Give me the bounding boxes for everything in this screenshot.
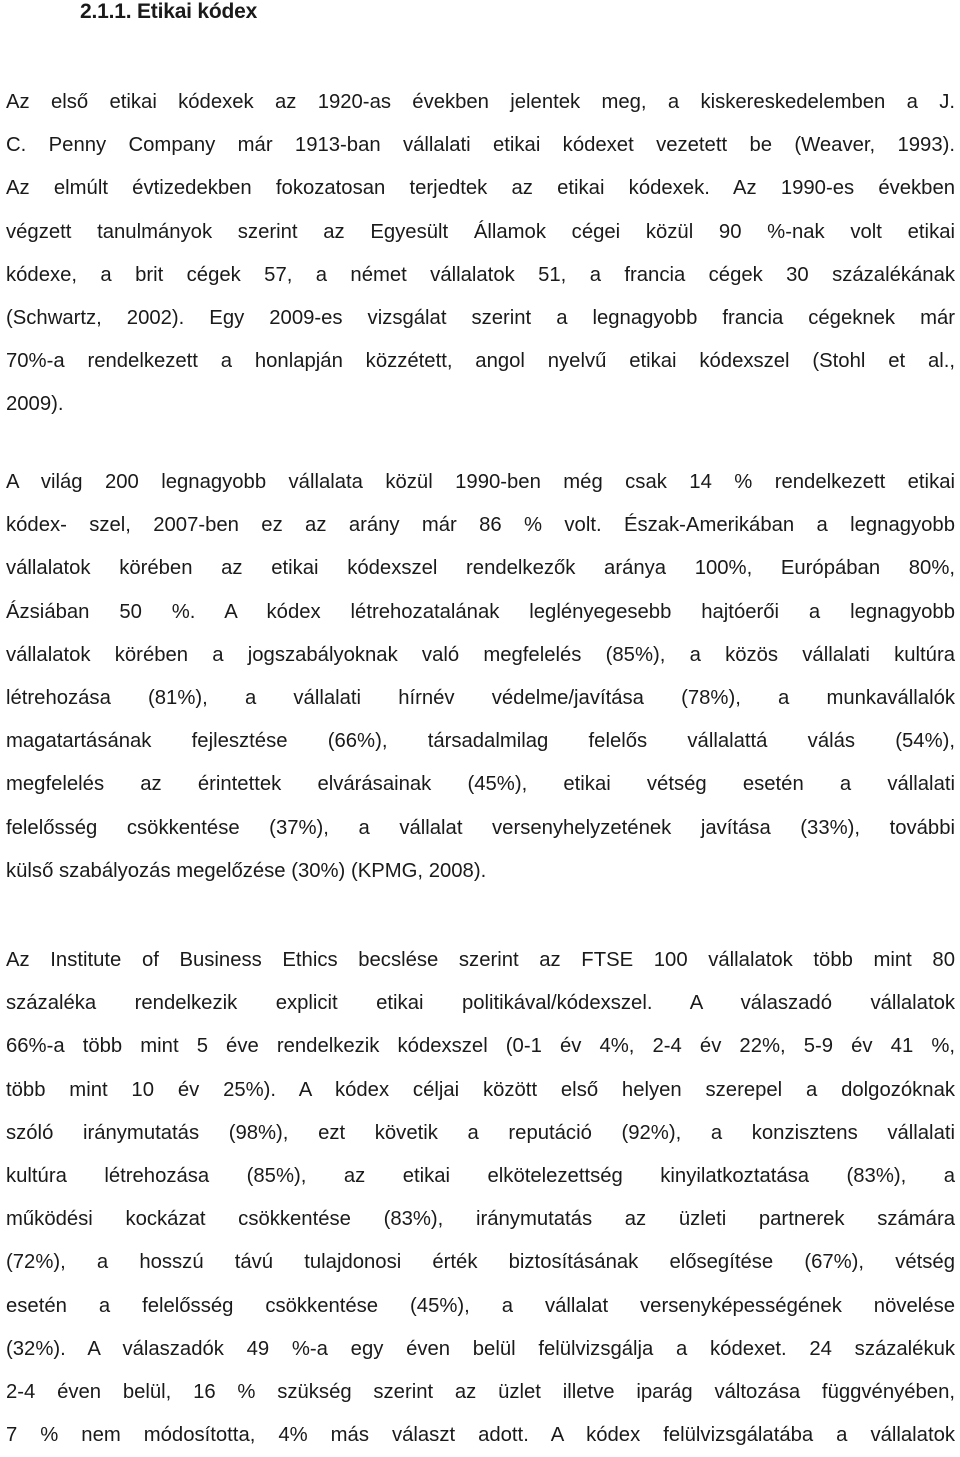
text-line: 7 % nem módosította, 4% más választ adott. A kódex felülvizsgálatába a vállalatok bbox=[6, 1424, 955, 1447]
text-line: Ázsiában 50 %. A kódex létrehozatalának leglényegesebb hajtóerői a legnagyobb bbox=[6, 600, 955, 623]
paragraph-world-largest-companies bbox=[6, 461, 955, 893]
text-line: (Schwartz, 2002). Egy 2009-es vizsgálat szerint a legnagyobb francia cégeknek már bbox=[6, 306, 955, 329]
text-line: Az elmúlt évtizedekben fokozatosan terjedtek az etikai kódexek. Az 1990-es években bbox=[6, 177, 955, 200]
text-line: kódexe, a brit cégek 57, a német vállalatok 51, a francia cégek 30 százalékának bbox=[6, 263, 955, 286]
text-line: 66%-a több mint 5 éve rendelkezik kódexszel (0-1 év 4%, 2-4 év 22%, 5-9 év 41 %, bbox=[6, 1035, 955, 1058]
text-line: Az első etikai kódexek az 1920-as években jelentek meg, a kiskereskedelemben a J. bbox=[6, 91, 955, 113]
text-line: 70%-a rendelkezett a honlapján közzétett, angol nyelvű etikai kódexszel (Stohl et al., bbox=[6, 350, 955, 373]
text-line: vállalatok körében a jogszabályoknak való megfelelés (85%), a közös vállalati kultúra bbox=[6, 643, 955, 666]
text-line: 2-4 éven belül, 16 % szükség szerint az üzlet illetve iparág változása függvényében, bbox=[6, 1380, 955, 1403]
paragraph-business-ethics-institute bbox=[6, 939, 955, 1457]
text-line: kultúra létrehozása (85%), az etikai elkötelezettség kinyilatkoztatása (83%), a bbox=[6, 1164, 955, 1187]
text-line: (32%). A válaszadók 49 %-a egy éven belül felülvizsgálja a kódexet. 24 százalékuk bbox=[6, 1337, 955, 1360]
text-line: létrehozása (81%), a vállalati hírnév védelme/javítása (78%), a munkavállalók bbox=[6, 686, 955, 709]
text-line: Az Institute of Business Ethics becslése szerint az FTSE 100 vállalatok több mint 80 bbox=[6, 949, 955, 971]
section-heading: 2.1.1. Etikai kódex bbox=[80, 0, 258, 23]
text-line: felelősség csökkentése (37%), a vállalat versenyhelyzetének javítása (33%), további bbox=[6, 816, 955, 839]
text-line: több mint 10 év 25%). A kódex céljai között első helyen szerepel a dolgozóknak bbox=[6, 1078, 955, 1101]
text-line: megfelelés az érintettek elvárásainak (45%), etikai vétség esetén a vállalati bbox=[6, 773, 955, 796]
text-line: százaléka rendelkezik explicit etikai politikával/kódexszel. A válaszadó vállalatok bbox=[6, 992, 955, 1015]
text-line: végzett tanulmányok szerint az Egyesült Államok cégei közül 90 %-nak volt etikai bbox=[6, 220, 955, 243]
text-line: 2009). bbox=[6, 393, 64, 416]
text-line: szóló iránymutatás (98%), ezt követik a reputáció (92%), a konzisztens vállalati bbox=[6, 1121, 955, 1144]
text-line: működési kockázat csökkentése (83%), iránymutatás az üzleti partnerek számára bbox=[6, 1208, 955, 1231]
paragraph-early-codes bbox=[6, 81, 955, 427]
text-line: (72%), a hosszú távú tulajdonosi érték biztosításának elősegítése (67%), vétség bbox=[6, 1251, 955, 1274]
text-line: A világ 200 legnagyobb vállalata közül 1990-ben még csak 14 % rendelkezett etikai bbox=[6, 471, 955, 493]
text-line: kódex- szel, 2007-ben ez az arány már 86 % volt. Észak-Amerikában a legnagyobb bbox=[6, 514, 955, 537]
text-line: vállalatok körében az etikai kódexszel rendelkezők aránya 100%, Európában 80%, bbox=[6, 557, 955, 580]
text-line: C. Penny Company már 1913-ban vállalati etikai kódexet vezetett be (Weaver, 1993). bbox=[6, 134, 955, 157]
text-line: magatartásának fejlesztése (66%), társadalmilag felelős vállalattá válás (54%), bbox=[6, 730, 955, 753]
text-line: külső szabályozás megelőzése (30%) (KPMG, 2008). bbox=[6, 859, 487, 882]
text-line: esetén a felelősség csökkentése (45%), a vállalat versenyképességének növelése bbox=[6, 1294, 955, 1317]
